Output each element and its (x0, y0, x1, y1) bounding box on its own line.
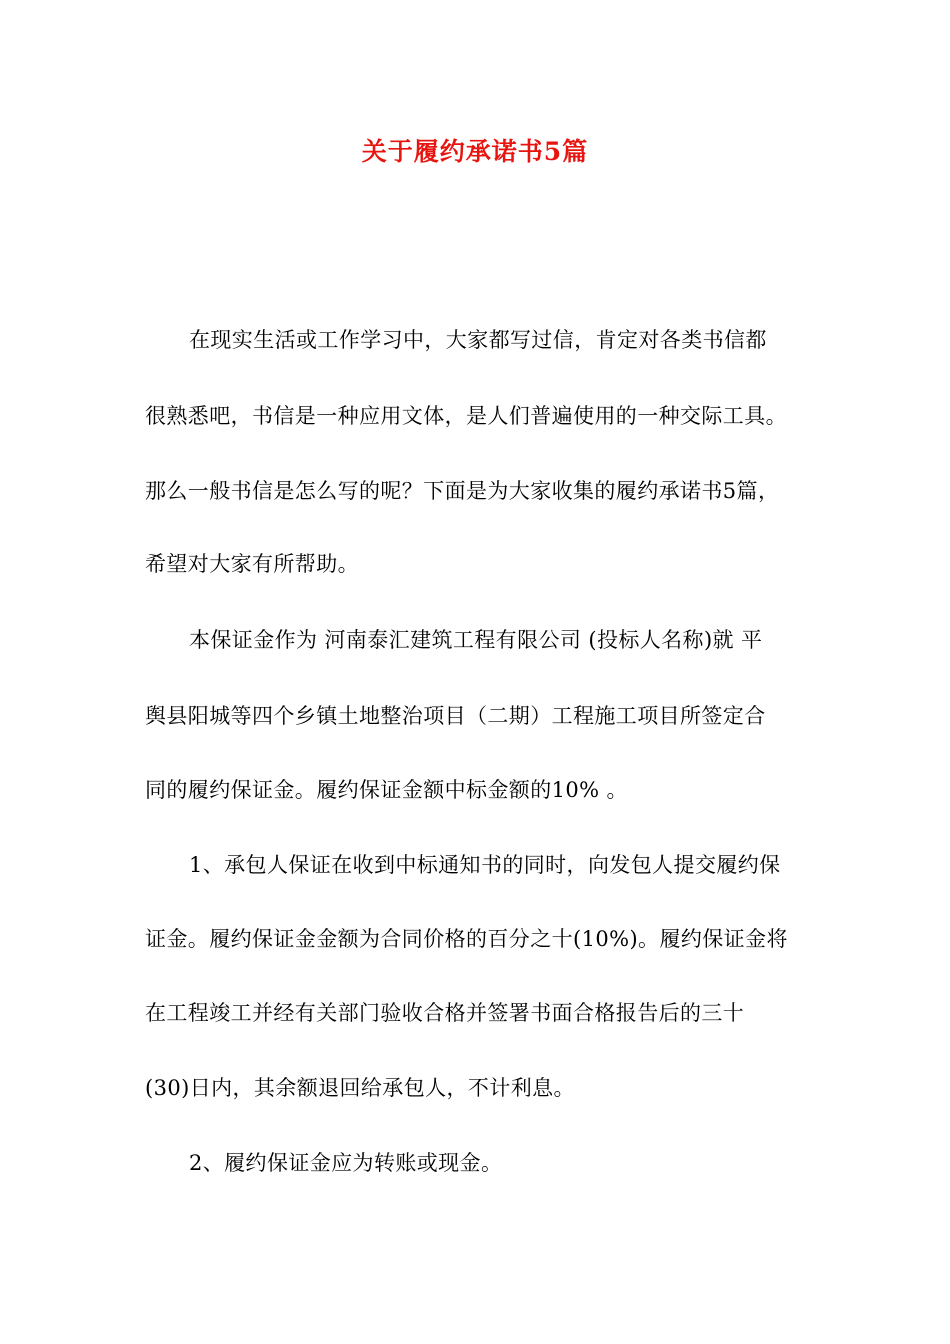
paragraph-2-line-1: 本保证金作为 河南泰汇建筑工程有限公司 (投标人名称)就 平 (189, 628, 763, 652)
paragraph-4-line-1: 2、履约保证金应为转账或现金。 (189, 1151, 503, 1175)
paragraph-3-line-3: 在工程竣工并经有关部门验收合格并签署书面合格报告后的三十 (145, 1001, 745, 1025)
paragraph-3-line-2: 证金。履约保证金金额为合同价格的百分之十(10%)。履约保证金将 (145, 927, 788, 951)
paragraph-1-line-1: 在现实生活或工作学习中，大家都写过信，肯定对各类书信都 (189, 328, 767, 352)
document-title: 关于履约承诺书5篇 (361, 137, 589, 166)
paragraph-2-line-3: 同的履约保证金。履约保证金额中标金额的10% 。 (145, 778, 628, 802)
paragraph-1-line-2: 很熟悉吧，书信是一种应用文体，是人们普遍使用的一种交际工具。 (145, 404, 787, 428)
paragraph-1-line-3: 那么一般书信是怎么写的呢？下面是为大家收集的履约承诺书5篇， (145, 479, 780, 503)
paragraph-3-line-1: 1、承包人保证在收到中标通知书的同时，向发包人提交履约保 (189, 853, 781, 877)
paragraph-3-line-4: (30)日内，其余额退回给承包人，不计利息。 (145, 1076, 575, 1100)
paragraph-1-line-4: 希望对大家有所帮助。 (145, 552, 359, 576)
paragraph-2-line-2: 舆县阳城等四个乡镇土地整治项目（二期）工程施工项目所签定合 (145, 704, 766, 728)
